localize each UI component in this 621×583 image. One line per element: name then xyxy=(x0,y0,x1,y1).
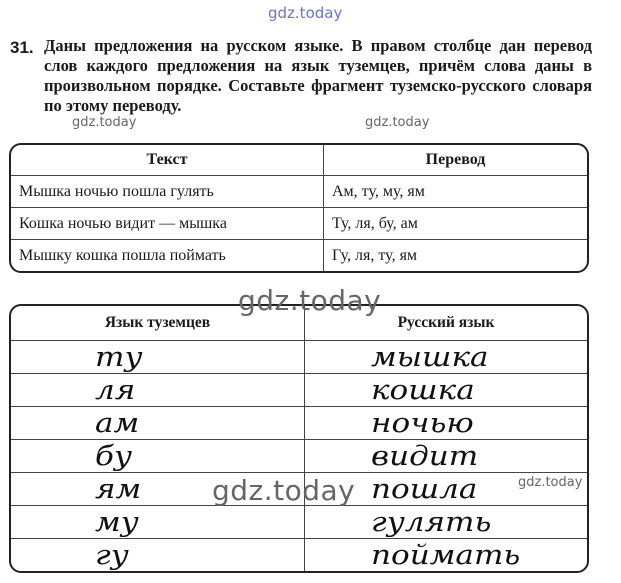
handwritten-native-word: гу xyxy=(95,539,129,571)
watermark-small-right: gdz.today xyxy=(518,475,583,490)
native-word-cell xyxy=(11,506,305,539)
handwritten-native-word: му xyxy=(95,506,139,538)
handwritten-native-word: ам xyxy=(95,407,140,439)
table-row xyxy=(11,407,587,440)
watermark-large-lower: gdz.today xyxy=(212,474,356,507)
sentence-cell: Мышка ночью пошла гулять xyxy=(11,176,324,208)
header-translation: Перевод xyxy=(324,145,587,176)
handwritten-native-word: бу xyxy=(95,440,132,472)
header-russian-language: Русский язык xyxy=(305,306,587,341)
table-row xyxy=(11,440,587,473)
table-row xyxy=(11,176,587,208)
russian-word-cell xyxy=(305,506,587,539)
native-word-cell xyxy=(11,407,305,440)
table-row xyxy=(11,341,587,374)
handwritten-russian-word: видит xyxy=(371,440,479,472)
dictionary-table xyxy=(9,304,589,573)
watermark-small-left: gdz.today xyxy=(72,115,137,130)
table-row xyxy=(11,539,587,571)
table-row xyxy=(11,208,587,240)
russian-word-cell xyxy=(305,539,587,571)
native-word-cell xyxy=(11,374,305,407)
header-text: Текст xyxy=(11,145,324,176)
table-row xyxy=(11,506,587,539)
russian-word-cell xyxy=(305,440,587,473)
native-word-cell xyxy=(11,341,305,374)
sentence-cell: Кошка ночью видит — мышка xyxy=(11,208,324,240)
task-text: Даны предложения на русском языке. В правом столбце дан перевод слов каждого предложения на язык туземцев, причём слова даны в произвольном порядке. Составьте фрагмент туземско-русского словаря по этому переводу. xyxy=(44,36,592,115)
handwritten-native-word: ям xyxy=(95,473,142,505)
handwritten-russian-word: пошла xyxy=(371,473,478,505)
translation-cell: Ам, ту, му, ям xyxy=(324,176,587,208)
native-word-cell xyxy=(11,539,305,571)
handwritten-russian-word: ночью xyxy=(371,407,474,439)
handwritten-russian-word: мышка xyxy=(371,341,489,373)
watermark-top: gdz.today xyxy=(268,4,343,22)
header-native-language: Язык туземцев xyxy=(11,306,305,341)
handwritten-native-word: ту xyxy=(95,341,143,373)
sentence-cell: Мышку кошка пошла поймать xyxy=(11,240,324,271)
russian-word-cell xyxy=(305,374,587,407)
handwritten-russian-word: кошка xyxy=(371,374,475,406)
watermark-small-center: gdz.today xyxy=(365,115,430,130)
table-header-row xyxy=(11,145,587,176)
translation-cell: Гу, ля, ту, ям xyxy=(332,246,418,264)
native-word-cell xyxy=(11,440,305,473)
watermark-large-upper: gdz.today xyxy=(238,284,382,317)
handwritten-russian-word: поймать xyxy=(371,539,521,571)
russian-word-cell xyxy=(305,407,587,440)
handwritten-russian-word: гулять xyxy=(371,506,492,538)
table-row xyxy=(11,240,587,271)
table-row xyxy=(11,374,587,407)
russian-word-cell xyxy=(305,341,587,374)
sentences-table xyxy=(9,143,589,273)
task-number: 31. xyxy=(10,38,34,57)
handwritten-native-word: ля xyxy=(95,374,136,406)
translation-cell: Ту, ля, бу, ам xyxy=(324,208,587,240)
